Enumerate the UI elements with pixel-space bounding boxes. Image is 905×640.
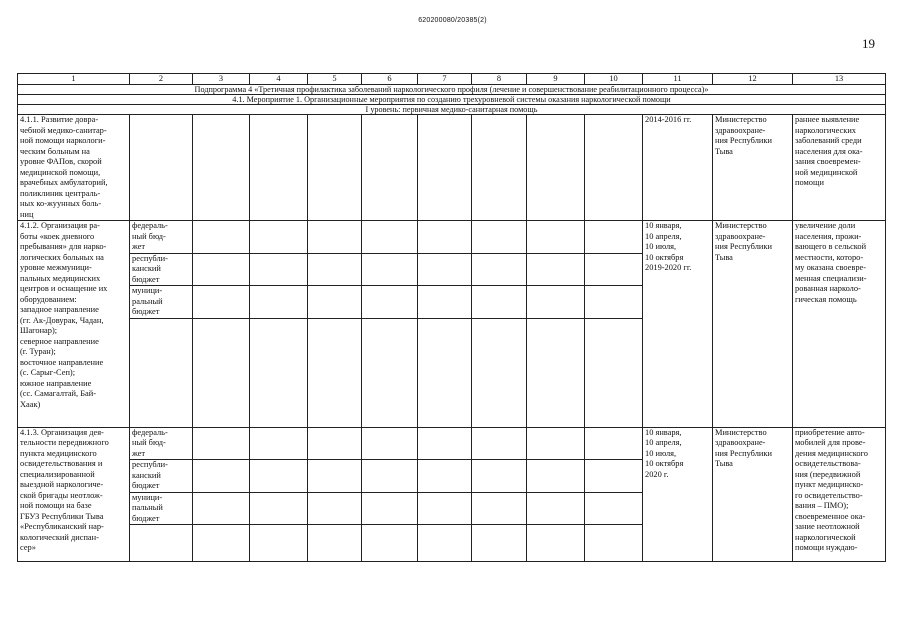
column-number: 3 — [193, 74, 250, 85]
result-cell: раннее выявление наркологических заболеваний среди населения для ока- зания своевремен- ной медицинской помощи — [793, 115, 886, 221]
value-cell — [527, 525, 585, 562]
column-number: 12 — [713, 74, 793, 85]
column-number: 5 — [308, 74, 362, 85]
value-cell — [308, 221, 362, 254]
funding-source-cell: муници- пальный бюджет — [130, 492, 193, 525]
value-cell — [585, 286, 643, 319]
value-cell — [362, 427, 418, 460]
value-cell — [193, 115, 250, 221]
column-number: 2 — [130, 74, 193, 85]
value-cell — [362, 253, 418, 286]
column-number: 8 — [472, 74, 527, 85]
value-cell — [250, 253, 308, 286]
activity-name-cell: 4.1.3. Организация дея- тельности передвижного пункта медицинского освидетельствования и специализированной выездной наркологиче- ской бригады неотлож- ной помощи на базе ГБУЗ Республики Тыва «Республиканский нар- кологический диспан- сер» — [18, 427, 130, 562]
value-cell — [472, 286, 527, 319]
activity-name-cell: 4.1.2. Организация ра- боты «коек дневного пребывания» для нарко- логических больных на уровне межмуници- пальных медицинских центров и оснащение их оборудованием: западное направление (гг. Ак-Довурак, Чадан, Шагонар); северное направление (г. Туран); восточное направление (с. Сарыг-Сеп); южное направление (сс. Самагалтай, Бай- Хаак) — [18, 221, 130, 428]
value-cell — [472, 525, 527, 562]
column-number: 9 — [527, 74, 585, 85]
value-cell — [527, 492, 585, 525]
value-cell — [193, 253, 250, 286]
value-cell — [585, 492, 643, 525]
value-cell — [250, 460, 308, 493]
value-cell — [362, 318, 418, 427]
value-cell — [585, 318, 643, 427]
value-cell — [527, 221, 585, 254]
document-id: 620200080/20385(2) — [418, 17, 487, 24]
value-cell — [362, 525, 418, 562]
subprogram-title: Подпрограмма 4 «Третичная профилактика заболеваний наркологического профиля (лечение и совершенствование реабилитационного процесса)» — [18, 85, 886, 95]
funding-source-cell: федераль- ный бюд- жет — [130, 427, 193, 460]
value-cell — [418, 318, 472, 427]
executor-cell: Министерство здравоохране- ния Республики Тыва — [713, 427, 793, 562]
activity-row — [18, 95, 886, 105]
value-cell — [472, 427, 527, 460]
value-cell — [308, 253, 362, 286]
value-cell — [527, 286, 585, 319]
funding-source-cell: федераль- ный бюд- жет — [130, 221, 193, 254]
value-cell — [308, 460, 362, 493]
value-cell — [472, 253, 527, 286]
value-cell — [585, 221, 643, 254]
activity-name-cell: 4.1.1. Развитие довра- чебной медико-санитар- ной помощи наркологи- ческим больным на уровне ФАПов, скорой медицинской помощи, врачебных амбулаторий, поликлиник централь- ных ко-жуунных боль- ниц — [18, 115, 130, 221]
value-cell — [585, 427, 643, 460]
activity-title: 4.1. Мероприятие 1. Организационные мероприятия по созданию трехуровневой системы оказания наркологической помощи — [18, 95, 886, 105]
value-cell — [418, 460, 472, 493]
value-cell — [585, 115, 643, 221]
value-cell — [362, 492, 418, 525]
value-cell — [418, 221, 472, 254]
value-cell — [527, 115, 585, 221]
value-cell — [193, 221, 250, 254]
value-cell — [418, 253, 472, 286]
value-cell — [472, 221, 527, 254]
value-cell — [250, 492, 308, 525]
value-cell — [527, 253, 585, 286]
funding-source-cell — [130, 525, 193, 562]
value-cell — [527, 318, 585, 427]
value-cell — [527, 460, 585, 493]
value-cell — [362, 115, 418, 221]
value-cell — [250, 525, 308, 562]
funding-source-cell: республи- канский бюджет — [130, 253, 193, 286]
value-cell — [362, 286, 418, 319]
value-cell — [193, 318, 250, 427]
value-cell — [527, 427, 585, 460]
table-row — [18, 221, 886, 254]
value-cell — [308, 427, 362, 460]
term-cell: 10 января, 10 апреля, 10 июля, 10 октября 2020 г. — [643, 427, 713, 562]
value-cell — [308, 492, 362, 525]
value-cell — [193, 460, 250, 493]
funding-source-cell: муници- pальный бюджет — [130, 286, 193, 319]
term-cell: 10 января, 10 апреля, 10 июля, 10 октября 2019-2020 гг. — [643, 221, 713, 428]
value-cell — [585, 253, 643, 286]
executor-cell: Министерство здравоохране- ния Республики Тыва — [713, 221, 793, 428]
table-row — [18, 427, 886, 460]
funding-source-cell: республи- канский бюджет — [130, 460, 193, 493]
value-cell — [193, 427, 250, 460]
program-table — [17, 73, 886, 562]
column-number: 1 — [18, 74, 130, 85]
funding-source-cell — [130, 115, 193, 221]
value-cell — [250, 115, 308, 221]
value-cell — [418, 286, 472, 319]
result-cell: увеличение доли населения, прожи- вающего в сельской местности, которо- му оказана своевре- менная специализи- рованная нарколо- гическая помощь — [793, 221, 886, 428]
value-cell — [193, 525, 250, 562]
value-cell — [472, 460, 527, 493]
value-cell — [250, 427, 308, 460]
result-cell: приобретение авто- мобилей для прове- дения медицинского освидетельствова- ния (передвижной пункт медицинско- го освидетельство- вания – ПМО); своевременное ока- зание неотложной наркологической помощи нуждаю- — [793, 427, 886, 562]
value-cell — [193, 286, 250, 319]
value-cell — [418, 115, 472, 221]
value-cell — [308, 286, 362, 319]
column-number: 6 — [362, 74, 418, 85]
column-number: 11 — [643, 74, 713, 85]
executor-cell: Министерство здравоохране- ния Республики Тыва — [713, 115, 793, 221]
value-cell — [250, 221, 308, 254]
column-number: 10 — [585, 74, 643, 85]
page-number: 19 — [862, 36, 875, 51]
value-cell — [193, 492, 250, 525]
level-row — [18, 105, 886, 115]
value-cell — [418, 492, 472, 525]
term-cell: 2014-2016 гг. — [643, 115, 713, 221]
value-cell — [362, 221, 418, 254]
funding-source-cell — [130, 318, 193, 427]
value-cell — [308, 115, 362, 221]
value-cell — [362, 460, 418, 493]
column-number: 4 — [250, 74, 308, 85]
column-number: 13 — [793, 74, 886, 85]
value-cell — [308, 318, 362, 427]
value-cell — [472, 318, 527, 427]
column-number-row — [18, 74, 886, 85]
value-cell — [585, 525, 643, 562]
table-row — [18, 115, 886, 221]
value-cell — [250, 318, 308, 427]
value-cell — [308, 525, 362, 562]
level-title: I уровень: первичная медико-санитарная помощь — [18, 105, 886, 115]
value-cell — [472, 492, 527, 525]
value-cell — [250, 286, 308, 319]
value-cell — [418, 427, 472, 460]
column-number: 7 — [418, 74, 472, 85]
value-cell — [472, 115, 527, 221]
value-cell — [585, 460, 643, 493]
subprogram-row — [18, 85, 886, 95]
value-cell — [418, 525, 472, 562]
